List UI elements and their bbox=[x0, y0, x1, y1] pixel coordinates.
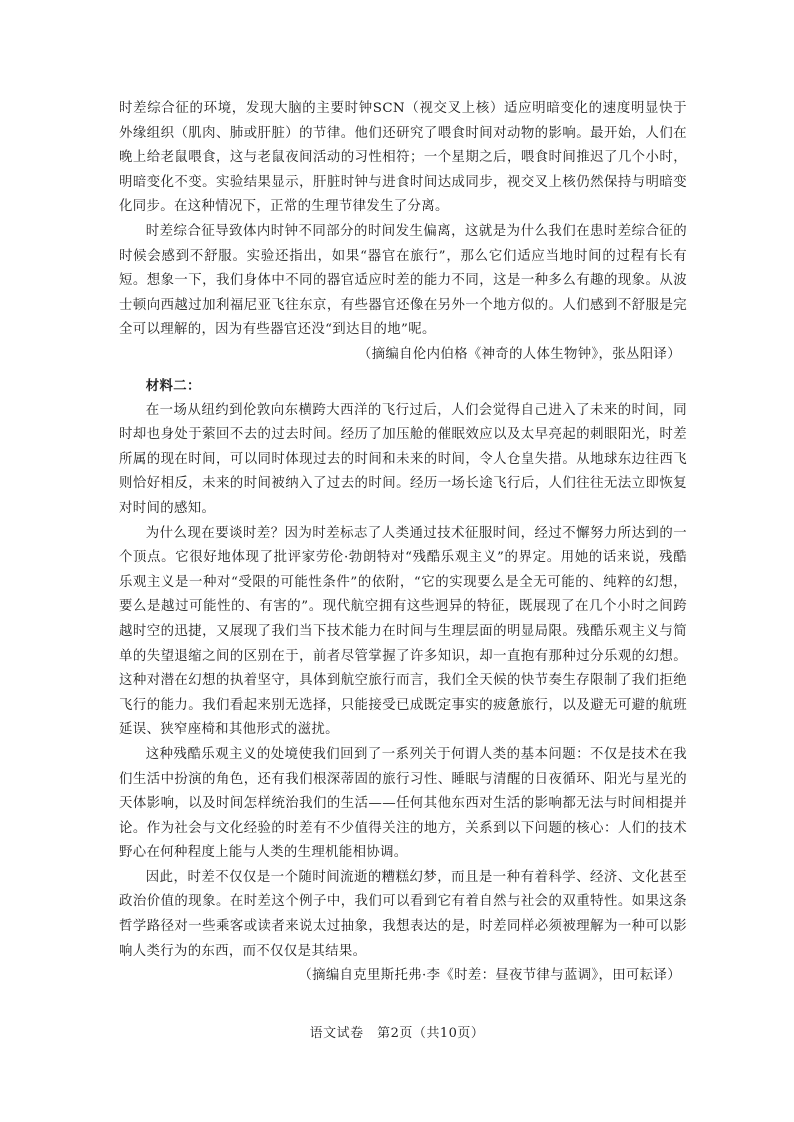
material-one-credit: （摘编自伦内伯格《神奇的人体生物钟》，张丛阳译） bbox=[357, 346, 681, 362]
material-two-credit: （摘编自克里斯托弗·李《时差：昼夜节律与蓝调》，田可耘译） bbox=[298, 968, 681, 984]
material-one-section bbox=[119, 97, 687, 368]
material-two-heading: 材料二： bbox=[145, 378, 201, 394]
material-two-paragraph-2: 为什么现在要谈时差？因为时差标志了人类通过技术征服时间，经过不懈努力所达到的一个顶点。它很好地体现了批评家劳伦·勃朗特对“残酷乐观主义”的界定。用她的话来说，残酷乐观主义是一种对“受限的可能性条件”的依附，“它的实现要么是全无可能的、纯粹的幻想，要么是越过可能性的、有害的”。现代航空拥有这些迥异的特征，既展现了在几个小时之间跨越时空的迅捷，又展现了我们当下技术能力在时间与生理层面的明显局限。残酷乐观主义与简单的失望退缩之间的区别在于，前者尽管掌握了许多知识，却一直抱有那种过分乐观的幻想。这种对潜在幻想的执着坚守，具体到航空旅行而言，我们全天候的快节奏生存限制了我们拒绝飞行的能力。我们看起来别无选择，只能接受已成既定事实的疲惫旅行，以及避无可避的航班延误、狭窄座椅和其他形式的滋扰。 bbox=[119, 525, 687, 738]
material-one-paragraph-2: 时差综合征导致体内时钟不同部分的时间发生偏离，这就是为什么我们在患时差综合征的时候会感到不舒服。实验还指出，如果“器官在旅行”，那么它们适应当地时间的过程有长有短。想象一下，我们身体中不同的器官适应时差的能力不同，这是一种多么有趣的现象。从波士顿向西越过加利福尼亚飞往东京，有些器官还像在另外一个地方似的。人们感到不舒服是完全可以理解的，因为有些器官还没“到达目的地”呢。 bbox=[119, 223, 687, 338]
page-footer: 语文试卷 第2页（共10页） bbox=[309, 1026, 485, 1041]
material-one-paragraph-1: 时差综合征的环境，发现大脑的主要时钟SCN（视交叉上核）适应明暗变化的速度明显快于外缘组织（肌肉、肺或肝脏）的节律。他们还研究了喂食时间对动物的影响。最开始，人们在晚上给老鼠喂食，这与老鼠夜间活动的习性相符；一个星期之后，喂食时间推迟了几个小时，明暗变化不变。实验结果显示，肝脏时钟与进食时间达成同步，视交叉上核仍然保持与明暗变化同步。在这种情况下，正常的生理节律发生了分离。 bbox=[119, 101, 687, 215]
material-two-paragraph-1: 在一场从纽约到伦敦向东横跨大西洋的飞行过后，人们会觉得自己进入了未来的时间，同时却也身处于萦回不去的过去时间。经历了加压舱的催眠效应以及太早亮起的刺眼阳光，时差所属的现在时间，可以同时体现过去的时间和未来的时间，令人仓皇失措。从地球东边往西飞则恰好相反，未来的时间被纳入了过去的时间。经历一场长途飞行后，人们往往无法立即恢复对时间的感知。 bbox=[119, 402, 687, 516]
material-two-paragraph-4: 因此，时差不仅仅是一个随时间流逝的糟糕幻梦，而且是一种有着科学、经济、文化甚至政治价值的现象。在时差这个例子中，我们可以看到它有着自然与社会的双重特性。如果这条哲学路径对一些乘客或读者来说太过抽象，我想表达的是，时差同样必须被理解为一种可以影响人类行为的东西，而不仅仅是其结果。 bbox=[119, 869, 687, 959]
material-two-section bbox=[119, 374, 687, 989]
material-two-paragraph-3: 这种残酷乐观主义的处境使我们回到了一系列关于何谓人类的基本问题：不仅是技术在我们生活中扮演的角色，还有我们根深蒂固的旅行习性、睡眠与清醒的日夜循环、阳光与星光的天体影响，以及时间怎样统治我们的生活——任何其他东西对生活的影响都无法与时间相提并论。作为社会与文化经验的时差有不少值得关注的地方，关系到以下问题的核心：人们的技术野心在何种程度上能与人类的生理机能相协调。 bbox=[119, 746, 687, 861]
